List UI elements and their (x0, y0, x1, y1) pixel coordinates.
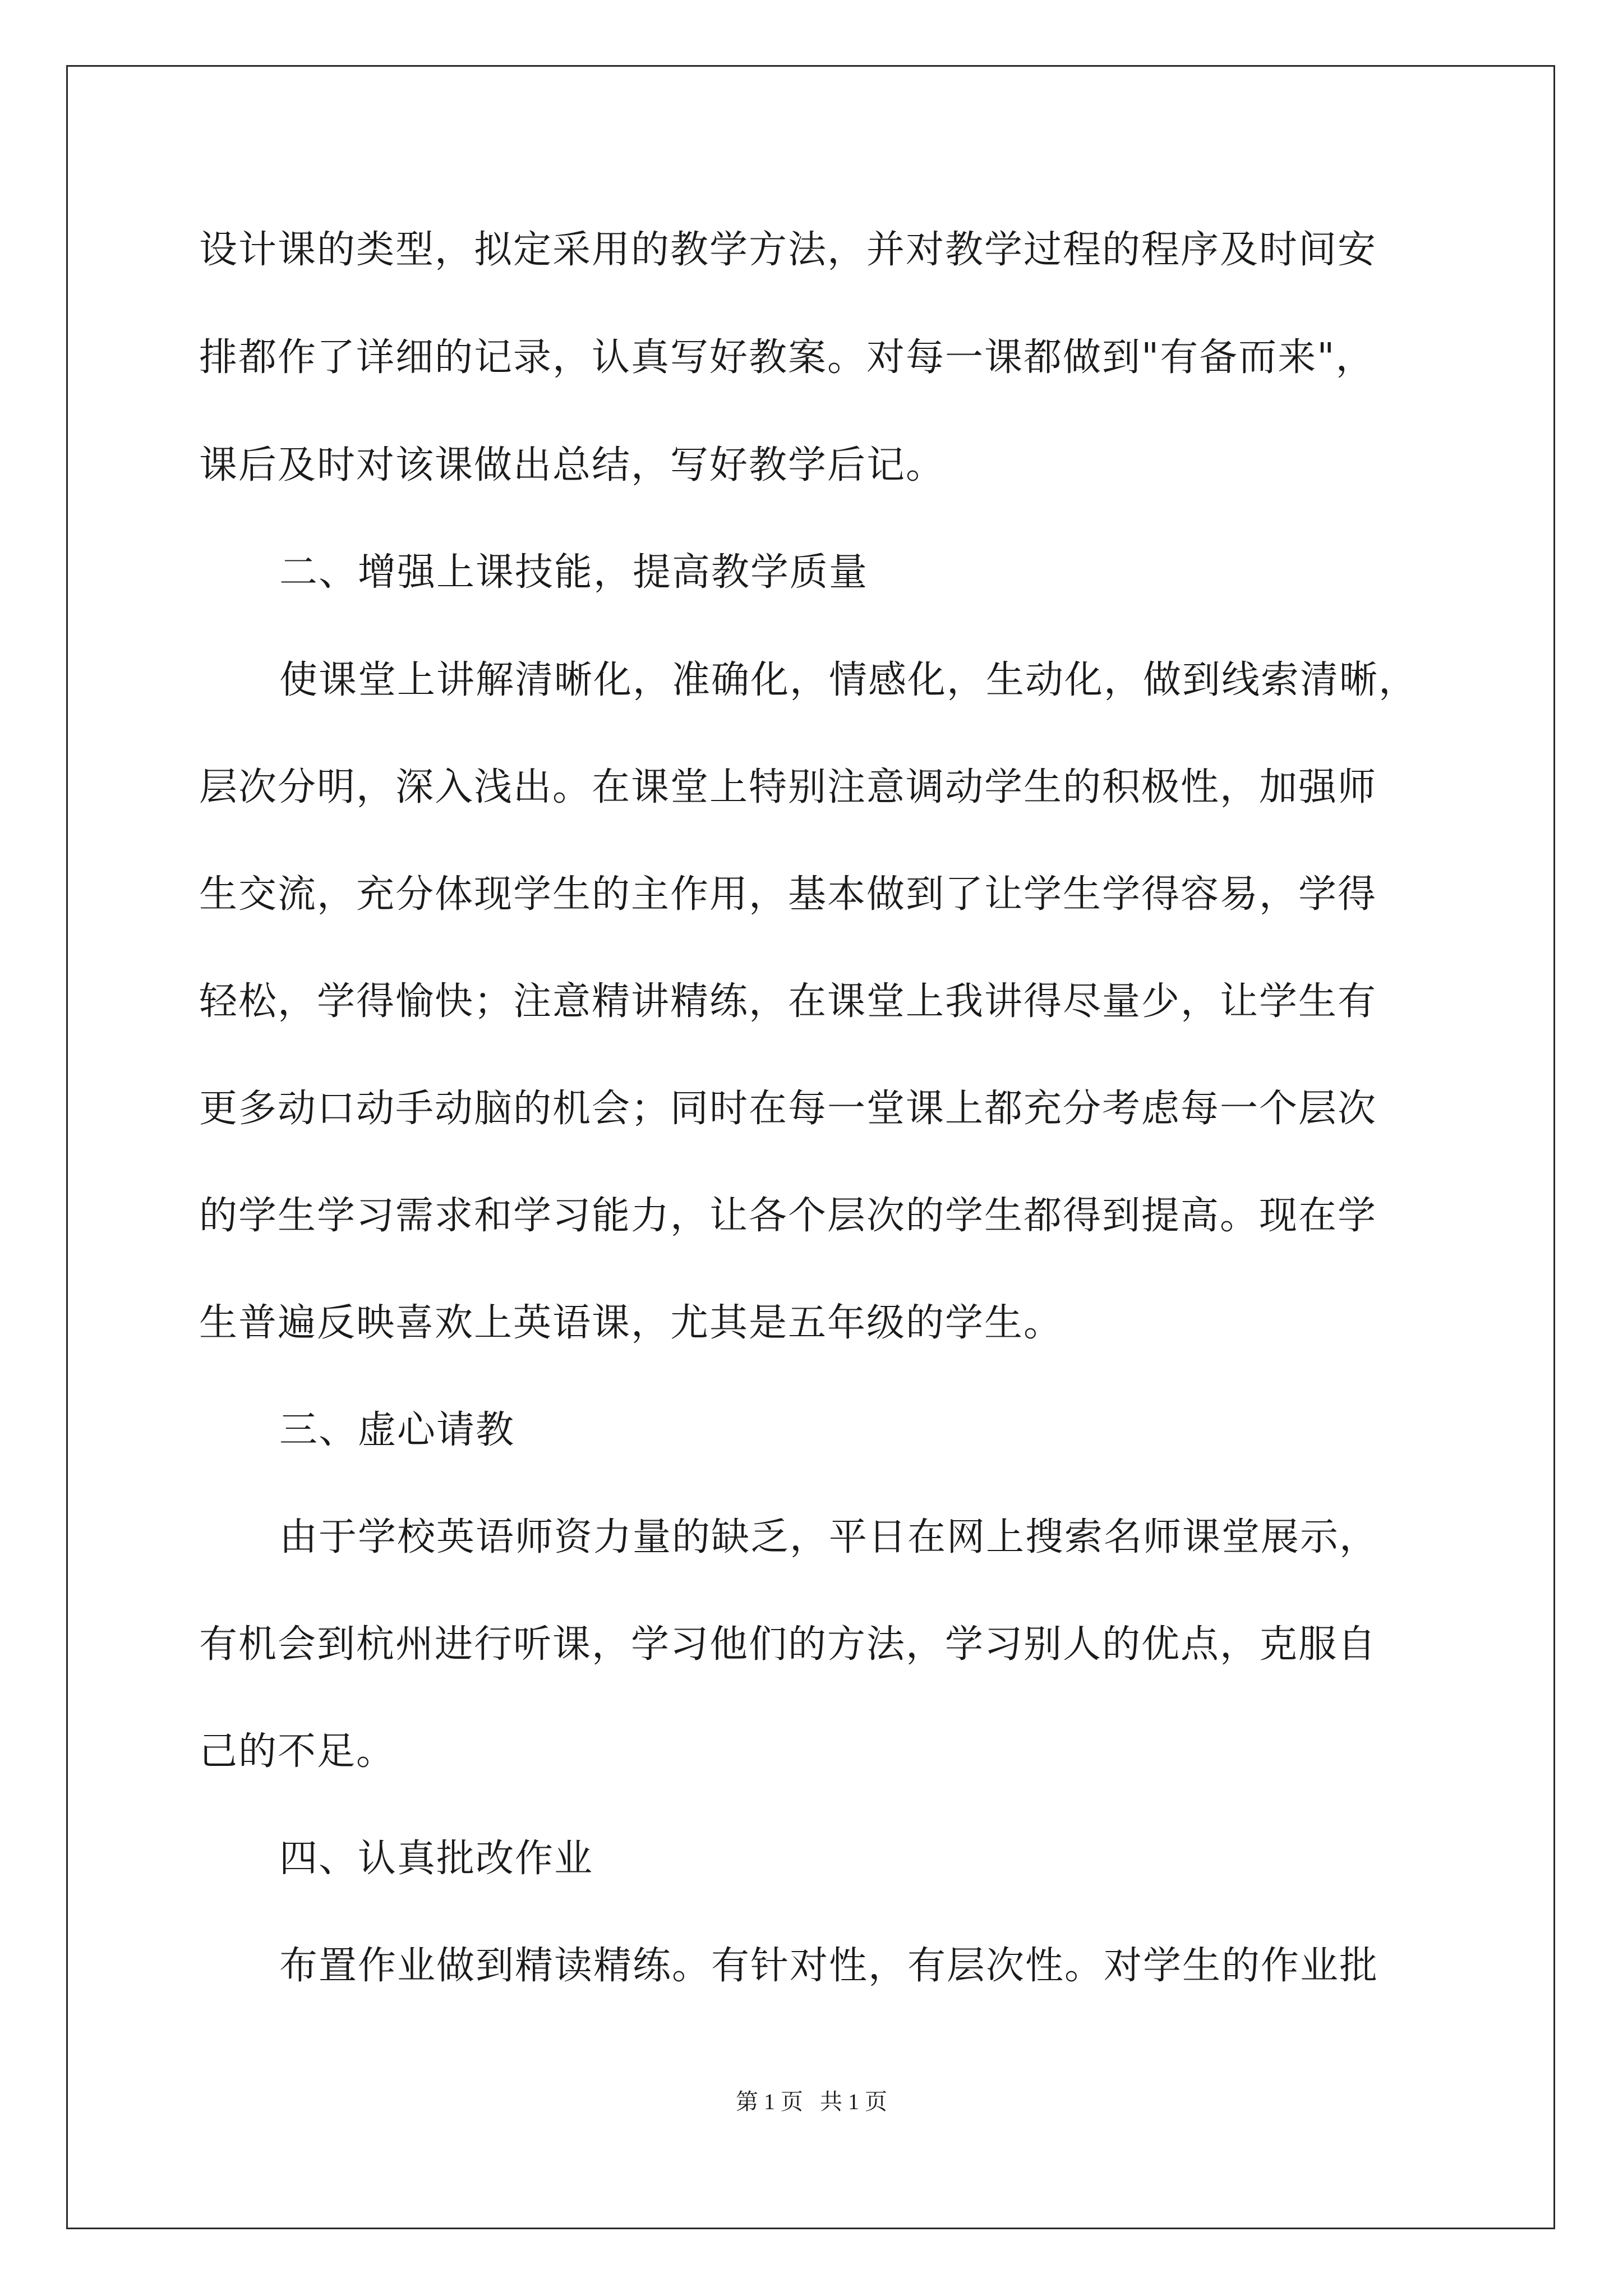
body-text-line: 布置作业做到精读精练。有针对性，有层次性。对学生的作业批 (279, 1944, 1379, 1988)
body-text-line: 设计课的类型，拟定采用的教学方法，并对教学过程的程序及时间安 (199, 228, 1377, 272)
body-text-line: 己的不足。 (199, 1729, 396, 1774)
body-text-line: 排都作了详细的记录，认真写好教案。对每一课都做到"有备而来"， (199, 335, 1375, 380)
section-heading: 四、认真批改作业 (279, 1837, 594, 1881)
page-footer: 第 1 页 共 1 页 (736, 2089, 887, 2114)
section-heading: 二、增强上课技能，提高教学质量 (279, 550, 869, 595)
body-text-line: 的学生学习需求和学习能力，让各个层次的学生都得到提高。现在学 (199, 1194, 1377, 1238)
body-text-line: 轻松，学得愉快；注意精讲精练，在课堂上我讲得尽量少，让学生有 (199, 979, 1377, 1024)
body-text-line: 使课堂上讲解清晰化，准确化，情感化，生动化，做到线索清晰， (279, 658, 1418, 702)
body-text-line: 由于学校英语师资力量的缺乏，平日在网上搜索名师课堂展示， (279, 1515, 1379, 1559)
section-heading: 三、虚心请教 (279, 1408, 515, 1452)
body-text-line: 课后及时对该课做出总结，写好教学后记。 (199, 443, 946, 487)
page-border (66, 65, 1555, 2229)
body-text-line: 生普遍反映喜欢上英语课，尤其是五年级的学生。 (199, 1301, 1063, 1345)
body-text-line: 生交流，充分体现学生的主作用，基本做到了让学生学得容易，学得 (199, 872, 1377, 917)
body-text-line: 更多动口动手动脑的机会；同时在每一堂课上都充分考虑每一个层次 (199, 1087, 1377, 1131)
body-text-line: 有机会到杭州进行听课，学习他们的方法，学习别人的优点，克服自 (199, 1622, 1377, 1667)
body-text-line: 层次分明，深入浅出。在课堂上特别注意调动学生的积极性，加强师 (199, 765, 1377, 809)
